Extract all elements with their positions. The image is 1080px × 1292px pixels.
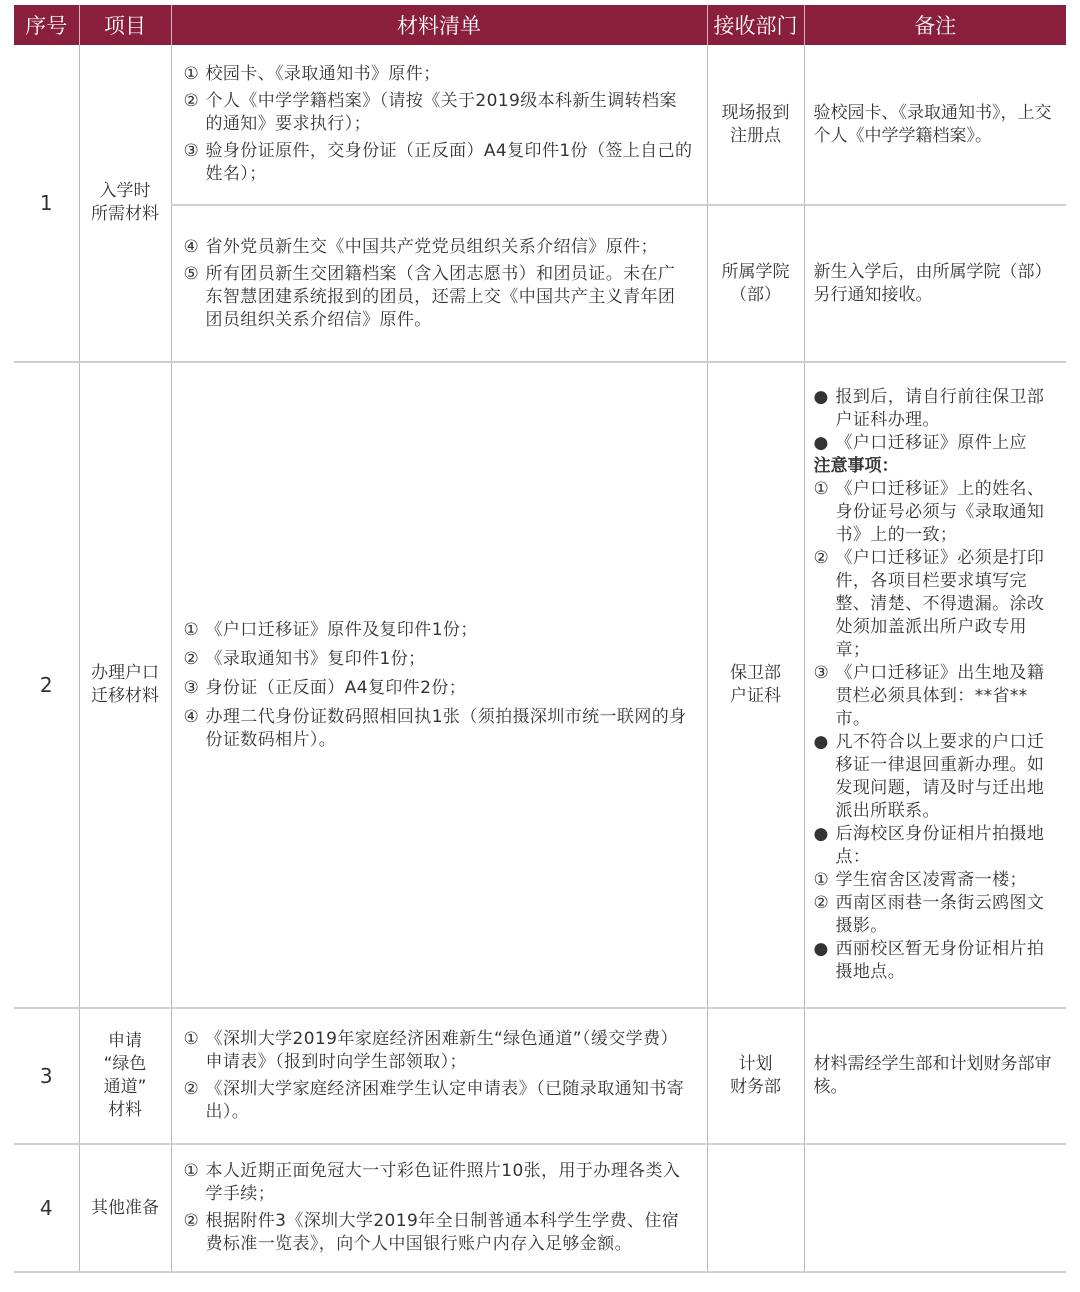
row-seq: [14, 45, 79, 362]
item-marker: ①: [183, 1161, 199, 1181]
row-materials: [171, 1144, 707, 1272]
list-item: [184, 1160, 693, 1206]
remark-text: 后海校区身份证相片拍摄地点：: [835, 824, 1045, 867]
item-text: 办理二代身份证数码照相回执1张（须拍摄深圳市统一联网的身份证数码相片）。: [205, 706, 687, 750]
remark-text: 新生入学后，由所属学院（部）另行通知接收。: [813, 261, 1052, 305]
item-text: 根据附件3《深圳大学2019年全日制普通本科学生学费、住宿费标准一览表》，向个人中国银行账户内存入足够金额。: [205, 1211, 680, 1254]
number-marker: ②: [813, 893, 829, 913]
materials-table: [14, 5, 1066, 1273]
item-marker: ②: [183, 1211, 199, 1231]
department-text: 计划 财务部: [730, 1054, 781, 1097]
row-department: [707, 205, 804, 362]
notes-title: 注意事项：: [813, 456, 899, 476]
remark-numbered: [814, 869, 1061, 892]
remark-numbered: [814, 662, 1061, 731]
department-text: 所属学院 （部）: [721, 261, 790, 305]
row-seq: [14, 362, 79, 1008]
row-materials: [171, 362, 707, 1008]
row-item: [79, 1144, 171, 1272]
row-remarks: [804, 205, 1066, 362]
item-marker: ③: [183, 677, 199, 698]
item-marker: ④: [183, 706, 199, 727]
row-seq: [14, 1144, 79, 1272]
item-text: 个人《中学学籍档案》（请按《关于2019级本科新生调转档案的通知》要求执行）；: [205, 91, 677, 134]
row-department: [707, 45, 804, 205]
remark-text: 西丽校区暂无身份证相片拍摄地点。: [835, 939, 1045, 982]
row-seq-text: 4: [39, 1195, 53, 1220]
row-remarks: [804, 1008, 1066, 1144]
header-seq: 序号: [14, 5, 79, 45]
row-seq: [14, 1008, 79, 1144]
list-item: [184, 63, 693, 86]
row-item: [79, 45, 171, 362]
item-text: 省外党员新生交《中国共产党党员组织关系介绍信》原件；: [205, 236, 658, 257]
row-department: [707, 1008, 804, 1144]
item-marker: ②: [183, 648, 199, 669]
remark-text: 《户口迁移证》出生地及籍贯栏必须具体到：**省**市。: [835, 663, 1045, 729]
item-marker: ②: [183, 1079, 199, 1099]
header-department: 接收部门: [707, 5, 804, 45]
list-item: [184, 140, 693, 186]
row-item: [79, 1008, 171, 1144]
row-item-text: 申请 “绿色 通道” 材料: [103, 1031, 147, 1120]
item-marker: ①: [183, 619, 199, 640]
remark-bullet: [814, 432, 1061, 455]
row-seq-text: 2: [39, 672, 53, 697]
table-row: [14, 45, 1066, 205]
number-marker: ①: [813, 870, 829, 890]
item-text: 本人近期正面免冠大一寸彩色证件照片10张，用于办理各类入学手续；: [205, 1161, 681, 1204]
item-text: 身份证（正反面）A4复印件2份；: [205, 677, 467, 698]
row-department: [707, 1144, 804, 1272]
row-item-text: 入学时 所需材料: [91, 181, 159, 224]
remark-text: 凡不符合以上要求的户口迁移证一律退回重新办理。如发现问题，请及时与迁出地派出所联系。: [835, 732, 1045, 821]
department-text: 保卫部 户证科: [730, 663, 781, 706]
item-text: 校园卡、《录取通知书》原件；: [205, 64, 441, 84]
table-row: [14, 362, 1066, 1008]
table-row: [14, 1008, 1066, 1144]
remark-text: 《户口迁移证》上的姓名、身份证号必须与《录取通知书》上的一致；: [835, 479, 1045, 545]
row-department: [707, 362, 804, 1008]
item-marker: ①: [183, 1029, 199, 1049]
list-item: [184, 648, 693, 671]
row-item: [79, 362, 171, 1008]
remark-numbered: [814, 547, 1061, 662]
item-marker: ①: [183, 64, 199, 84]
list-item: [184, 619, 693, 642]
bullet-icon: ●: [813, 824, 829, 844]
row-materials: [171, 1008, 707, 1144]
row-item-text: 其他准备: [91, 1197, 159, 1218]
list-item: [184, 90, 693, 136]
number-marker: ③: [813, 663, 829, 683]
list-item: [184, 1078, 693, 1124]
item-text: 《户口迁移证》原件及复印件1份；: [205, 619, 478, 640]
remark-text: 材料需经学生部和计划财务部审核。: [813, 1054, 1052, 1097]
row-materials: [171, 45, 707, 205]
row-remarks: [804, 1144, 1066, 1272]
row-remarks: [804, 362, 1066, 1008]
bullet-icon: ●: [813, 387, 829, 407]
remark-text: 西南区雨巷一条街云鸥图文摄影。: [835, 893, 1045, 936]
item-text: 所有团员新生交团籍档案（含入团志愿书）和团员证。未在广东智慧团建系统报到的团员，还需上交《中国共产主义青年团团员组织关系介绍信》原件。: [205, 263, 676, 330]
remark-bullet: [814, 823, 1061, 869]
item-marker: ③: [183, 141, 199, 161]
remark-numbered: [814, 892, 1061, 938]
list-item: [184, 1210, 693, 1256]
item-text: 《深圳大学家庭经济困难学生认定申请表》（已随录取通知书寄出）。: [205, 1079, 685, 1122]
row-materials: [171, 205, 707, 362]
remark-text: 验校园卡、《录取通知书》，上交个人《中学学籍档案》。: [813, 102, 1052, 146]
number-marker: ①: [813, 479, 829, 499]
remark-bullet: [814, 938, 1061, 984]
list-item: [184, 677, 693, 700]
remark-text: 《户口迁移证》原件上应: [835, 433, 1027, 453]
list-item: [184, 706, 693, 752]
remark-text: 《户口迁移证》必须是打印件，各项目栏要求填写完整、清楚、不得遗漏。涂改处须加盖派出所户政专用章；: [835, 548, 1045, 660]
header-remarks: 备注: [804, 5, 1066, 45]
item-marker: ⑤: [183, 263, 199, 284]
list-item: [184, 236, 693, 259]
bullet-icon: ●: [813, 433, 829, 453]
list-item: [184, 1028, 693, 1074]
row-item-text: 办理户口 迁移材料: [91, 663, 159, 706]
item-text: 《录取通知书》复印件1份；: [205, 648, 426, 669]
remark-bullet: [814, 386, 1061, 432]
department-text: 现场报到 注册点: [721, 102, 790, 146]
remark-numbered: [814, 478, 1061, 547]
item-marker: ④: [183, 236, 199, 257]
list-item: [184, 263, 693, 332]
table-header-row: [14, 5, 1066, 45]
item-text: 《深圳大学2019年家庭经济困难新生“绿色通道”（缓交学费）申请表》（报到时向学生部领取）；: [205, 1029, 678, 1072]
remark-bullet: [814, 731, 1061, 823]
table-row: [14, 1144, 1066, 1272]
bullet-icon: ●: [813, 939, 829, 959]
item-marker: ②: [183, 91, 199, 111]
bullet-icon: ●: [813, 732, 829, 752]
remark-text: 学生宿舍区凌霄斋一楼；: [835, 870, 1027, 890]
table-row: [14, 205, 1066, 362]
row-remarks: [804, 45, 1066, 205]
number-marker: ②: [813, 548, 829, 568]
item-text: 验身份证原件，交身份证（正反面）A4复印件1份（签上自己的姓名）；: [205, 141, 693, 184]
header-materials: 材料清单: [171, 5, 707, 45]
header-item: 项目: [79, 5, 171, 45]
row-seq-text: 3: [39, 1063, 53, 1088]
remark-text: 报到后，请自行前往保卫部户证科办理。: [835, 387, 1045, 430]
materials-table-page: [14, 5, 1066, 1285]
row-seq-text: 1: [39, 190, 53, 215]
